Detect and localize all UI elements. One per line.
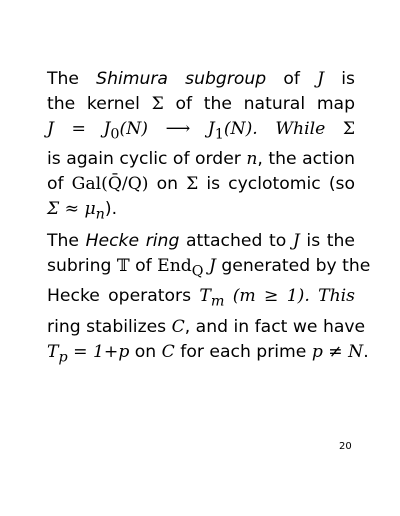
text-line: $T_p = 1+p$ on C for each prime p ≠ N. (47, 341, 369, 366)
text-line: $J = J_0(N)$ ⟶ $J_1(N)$. While Σ (47, 119, 355, 143)
text-line: The Shimura subgroup of J is (47, 69, 355, 89)
text-line: is again cyclic of order n, the action (47, 149, 355, 170)
text-line: the kernel Σ of the natural map (47, 94, 355, 114)
paragraph-hecke-ring (47, 229, 371, 370)
text-line: ring stabilizes C, and in fact we have (47, 316, 366, 337)
page-number: 20 (339, 441, 352, 452)
text-line: The Hecke ring attached to J is the (47, 231, 355, 251)
text-line: Hecke operators $T_m$ (m ≥ 1). This (47, 286, 355, 310)
text-line: subring 𝕋 of End$_Q$ J generated by the (47, 256, 371, 280)
paragraph-shimura-subgroup (47, 67, 355, 228)
text-line: $\Sigma \approx \mu_n$). (47, 199, 118, 223)
text-line: of Gal(Q̄/Q) on Σ is cyclotomic (so (47, 174, 355, 195)
